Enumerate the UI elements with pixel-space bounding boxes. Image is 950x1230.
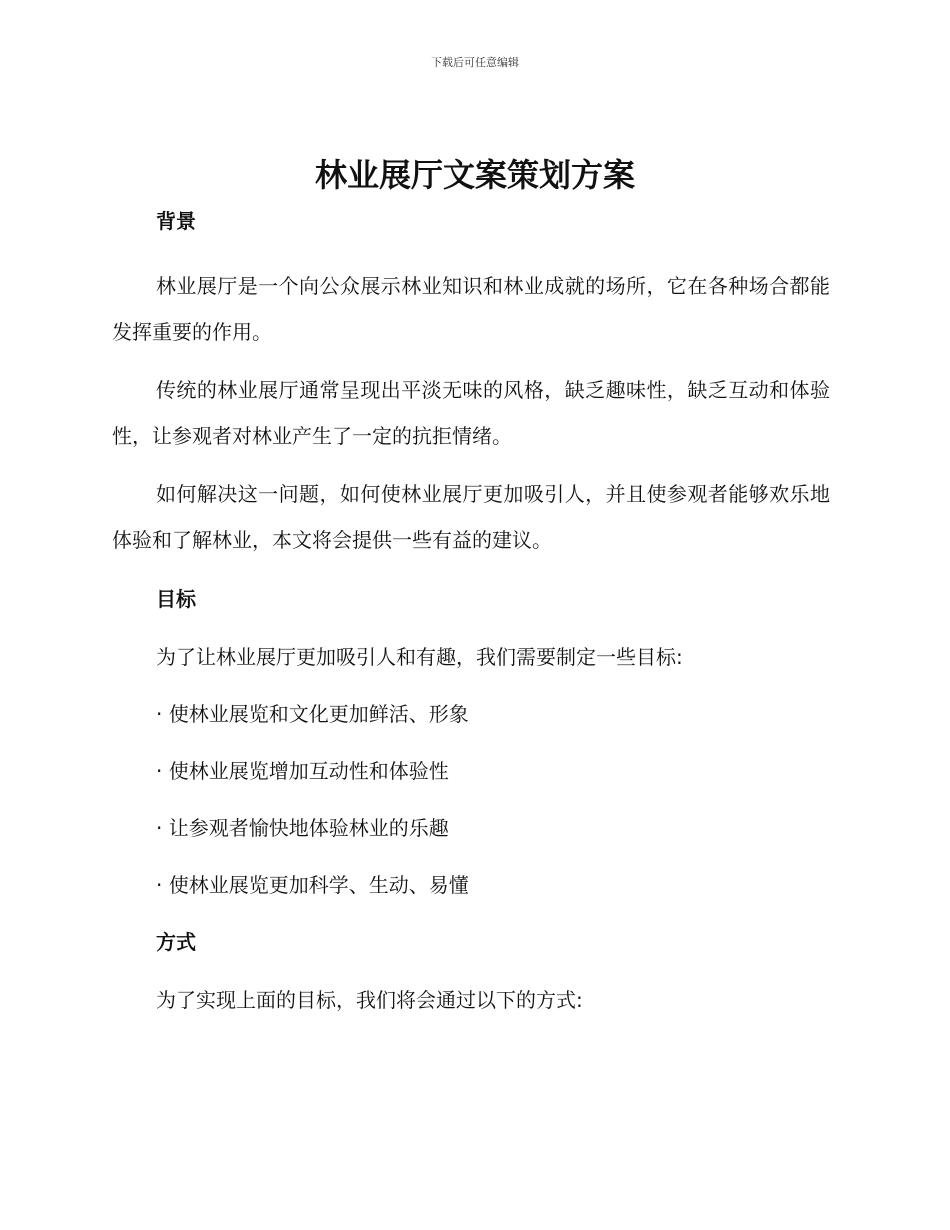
- document-body: [112, 205, 830, 1016]
- goal-item: · 使林业展览更加科学、生动、易懂: [156, 873, 469, 897]
- goal-item: · 使林业展览和文化更加鲜活、形象: [156, 702, 469, 726]
- section-background: [112, 205, 830, 563]
- document-title: 林业展厅文案策划方案: [314, 156, 635, 194]
- section-heading-background: 背景: [156, 209, 196, 233]
- section-heading-goals: 目标: [156, 587, 196, 611]
- section-heading-methods: 方式: [156, 930, 196, 954]
- goal-item: · 使林业展览增加互动性和体验性: [156, 759, 449, 783]
- goals-intro: 为了让林业展厅更加吸引人和有趣，我们需要制定一些目标:: [156, 645, 683, 669]
- paragraph: 如何解决这一问题，如何使林业展厅更加吸引人，并且使参观者能够欢乐地体验和了解林业，本文将会提供一些有益的建议。: [112, 482, 830, 552]
- header-note: 下载后可任意编辑: [431, 56, 519, 69]
- paragraph: 传统的林业展厅通常呈现出平淡无味的风格，缺乏趣味性，缺乏互动和体验性，让参观者对林业产生了一定的抗拒情绪。: [112, 378, 830, 448]
- section-methods: [112, 926, 830, 1016]
- section-goals: [112, 583, 830, 901]
- methods-intro: 为了实现上面的目标，我们将会通过以下的方式:: [156, 988, 583, 1012]
- goal-item: · 让参观者愉快地体验林业的乐趣: [156, 816, 449, 840]
- paragraph: 林业展厅是一个向公众展示林业知识和林业成就的场所，它在各种场合都能发挥重要的作用。: [112, 274, 830, 344]
